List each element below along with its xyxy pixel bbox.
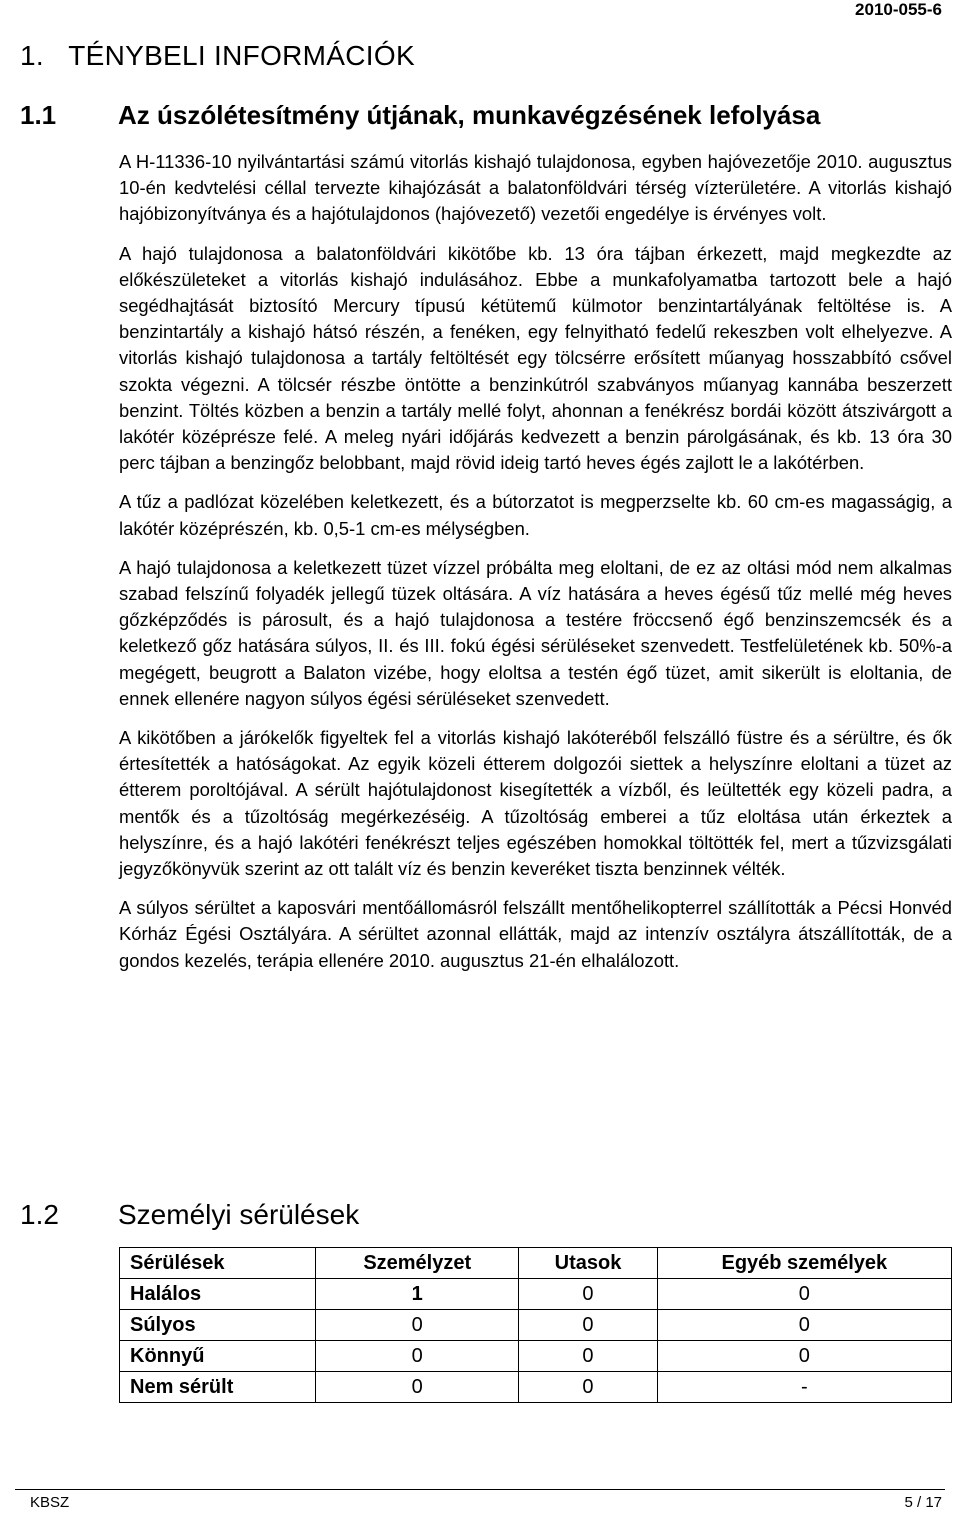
table-row bbox=[120, 1310, 952, 1341]
paragraph-2: A hajó tulajdonosa a balatonföldvári kikötőbe kb. 13 óra tájban érkezett, majd megkezdte az előkészületeket a vitorlás kishajó indulásához. Ebbe a munkafolyamatba tartozott bele a hajó segédhajtását biztosító Mercury típusú kétütemű külmotor benzintartályának feltöltése is. A benzintartály a kishajó hátsó részén, a fenéken, egy felnyitható fedelű rekeszben volt elhelyezve. A vitorlás kishajó tulajdonosa a tartály feltöltését egy tölcsérre erősített műanyag hosszabbító csővel szokta végezni. A tölcsér részbe öntötte a benzinkútról szabványos műanyag kannába beszerzett benzint. Töltés közben a benzin a tartály mellé folyt, ahonnan a fenékrész bordái között átszivárgott a lakótér középrésze felé. A meleg nyári időjárás kedvezett a benzin párolgásának, és kb. 13 óra 30 perc tájban a benzingőz belobbant, majd rövid ideig tartó heves égés zajlott le a lakótérben. bbox=[119, 242, 952, 474]
table-cell: 0 bbox=[519, 1310, 657, 1341]
table-row-label: Halálos bbox=[120, 1279, 316, 1310]
section-1-2-heading bbox=[20, 1199, 359, 1231]
table-row bbox=[120, 1341, 952, 1372]
table-cell: 0 bbox=[657, 1341, 951, 1372]
paragraph-1: A H-11336-10 nyilvántartási számú vitorlás kishajó tulajdonosa, egyben hajóvezetője 2010. augusztus 10-én kedvtelési céllal tervezte kihajózását a balatonföldvári térség vízterületére. A vitorlás kishajó hajóbizonyítványa és a hajótulajdonos (hajóvezető) vezetői engedélye is érvényes volt. bbox=[119, 151, 952, 225]
table-cell: 0 bbox=[316, 1310, 519, 1341]
injury-table bbox=[119, 1247, 952, 1403]
table-cell: 1 bbox=[316, 1279, 519, 1310]
table-header-cell: Egyéb személyek bbox=[657, 1248, 951, 1279]
document-id: 2010-055-6 bbox=[855, 0, 942, 19]
table-cell: 0 bbox=[316, 1341, 519, 1372]
table-row bbox=[120, 1279, 952, 1310]
table-header-cell: Sérülések bbox=[120, 1248, 316, 1279]
section-1-heading bbox=[20, 40, 415, 72]
table-cell: 0 bbox=[657, 1279, 951, 1310]
paragraph-4: A hajó tulajdonosa a keletkezett tüzet vízzel próbálta meg eloltani, de ez az oltási mód nem alkalmas szabad felszínű folyadék jellegű tüzek oltására. A víz hatására a heves égésű tűz mellé még heves gőzképződés is párosult, és a hajó tulajdonosa a testére fröccsenő égő benzinszemcsék és a keletkező gőz hatására súlyos, II. és III. fokú égési sérüléseket szenvedett. Testfelületének kb. 50%-a megégett, beugrott a Balaton vizébe, hogy eloltsa a testén égő tüzet, amit sikerült is eloltania, de ennek ellenére nagyon súlyos égési sérüléseket szenvedett. bbox=[119, 556, 952, 709]
table-cell: 0 bbox=[316, 1372, 519, 1403]
footer-org: KBSZ bbox=[30, 1494, 70, 1511]
section-1-1-heading bbox=[20, 100, 820, 131]
paragraph-3: A tűz a padlózat közelében keletkezett, és a bútorzatot is megperzselte kb. 60 cm-es magasságig, a lakótér középrészén, kb. 0,5-1 cm-es mélységben. bbox=[119, 491, 952, 539]
table-cell: 0 bbox=[519, 1372, 657, 1403]
table-row-label: Nem sérült bbox=[120, 1372, 316, 1403]
narrative-body bbox=[119, 149, 952, 987]
table-cell: 0 bbox=[657, 1310, 951, 1341]
table-cell: 0 bbox=[519, 1279, 657, 1310]
page-number: 5 / 17 bbox=[904, 1494, 942, 1511]
table-cell: - bbox=[657, 1372, 951, 1403]
section-1-title: TÉNYBELI INFORMÁCIÓK bbox=[68, 40, 415, 71]
section-1-2-number: 1.2 bbox=[20, 1199, 59, 1230]
table-row bbox=[120, 1372, 952, 1403]
section-1-1-title: Az úszólétesítmény útjának, munkavégzésének lefolyása bbox=[118, 100, 821, 130]
table-header-cell: Utasok bbox=[519, 1248, 657, 1279]
section-1-2-title: Személyi sérülések bbox=[118, 1199, 360, 1230]
table-cell: 0 bbox=[519, 1341, 657, 1372]
section-1-1-number: 1.1 bbox=[20, 100, 57, 130]
table-header-cell: Személyzet bbox=[316, 1248, 519, 1279]
table-row-label: Könnyű bbox=[120, 1341, 316, 1372]
table-header-row bbox=[120, 1248, 952, 1279]
paragraph-6: A súlyos sérültet a kaposvári mentőállomásról felszállt mentőhelikopterrel szállították a Pécsi Honvéd Kórház Égési Osztályára. A sérültet azonnal ellátták, majd az intenzív osztályra átszállították, de a gondos kezelés, terápia ellenére 2010. augusztus 21-én elhalálozott. bbox=[119, 897, 952, 971]
table-row-label: Súlyos bbox=[120, 1310, 316, 1341]
paragraph-5: A kikötőben a járókelők figyeltek fel a vitorlás kishajó lakóteréből felszálló füstre és a sérültre, és ők értesítették a hatóságokat. Az egyik közeli étterem dolgozói siettek a helyszínre eloltani a tüzet az étterem poroltójával. A sérült hajótulajdonost kisegítették a vízből, és leültették egy közeli padra, a mentők és a tűzoltóság megérkezéséig. A tűzoltóság emberei a tűz eloltása után érkeztek a helyszínre, és a hajó lakótéri fenékrészt teljes egészében homokkal töltötték fel, mert a tűzvizsgálati jegyzőkönyvük szerint az ott talált víz és benzin keveréket tiszta benzinnek vélték. bbox=[119, 727, 952, 880]
footer-divider bbox=[15, 1489, 945, 1490]
section-1-number: 1. bbox=[20, 40, 44, 71]
